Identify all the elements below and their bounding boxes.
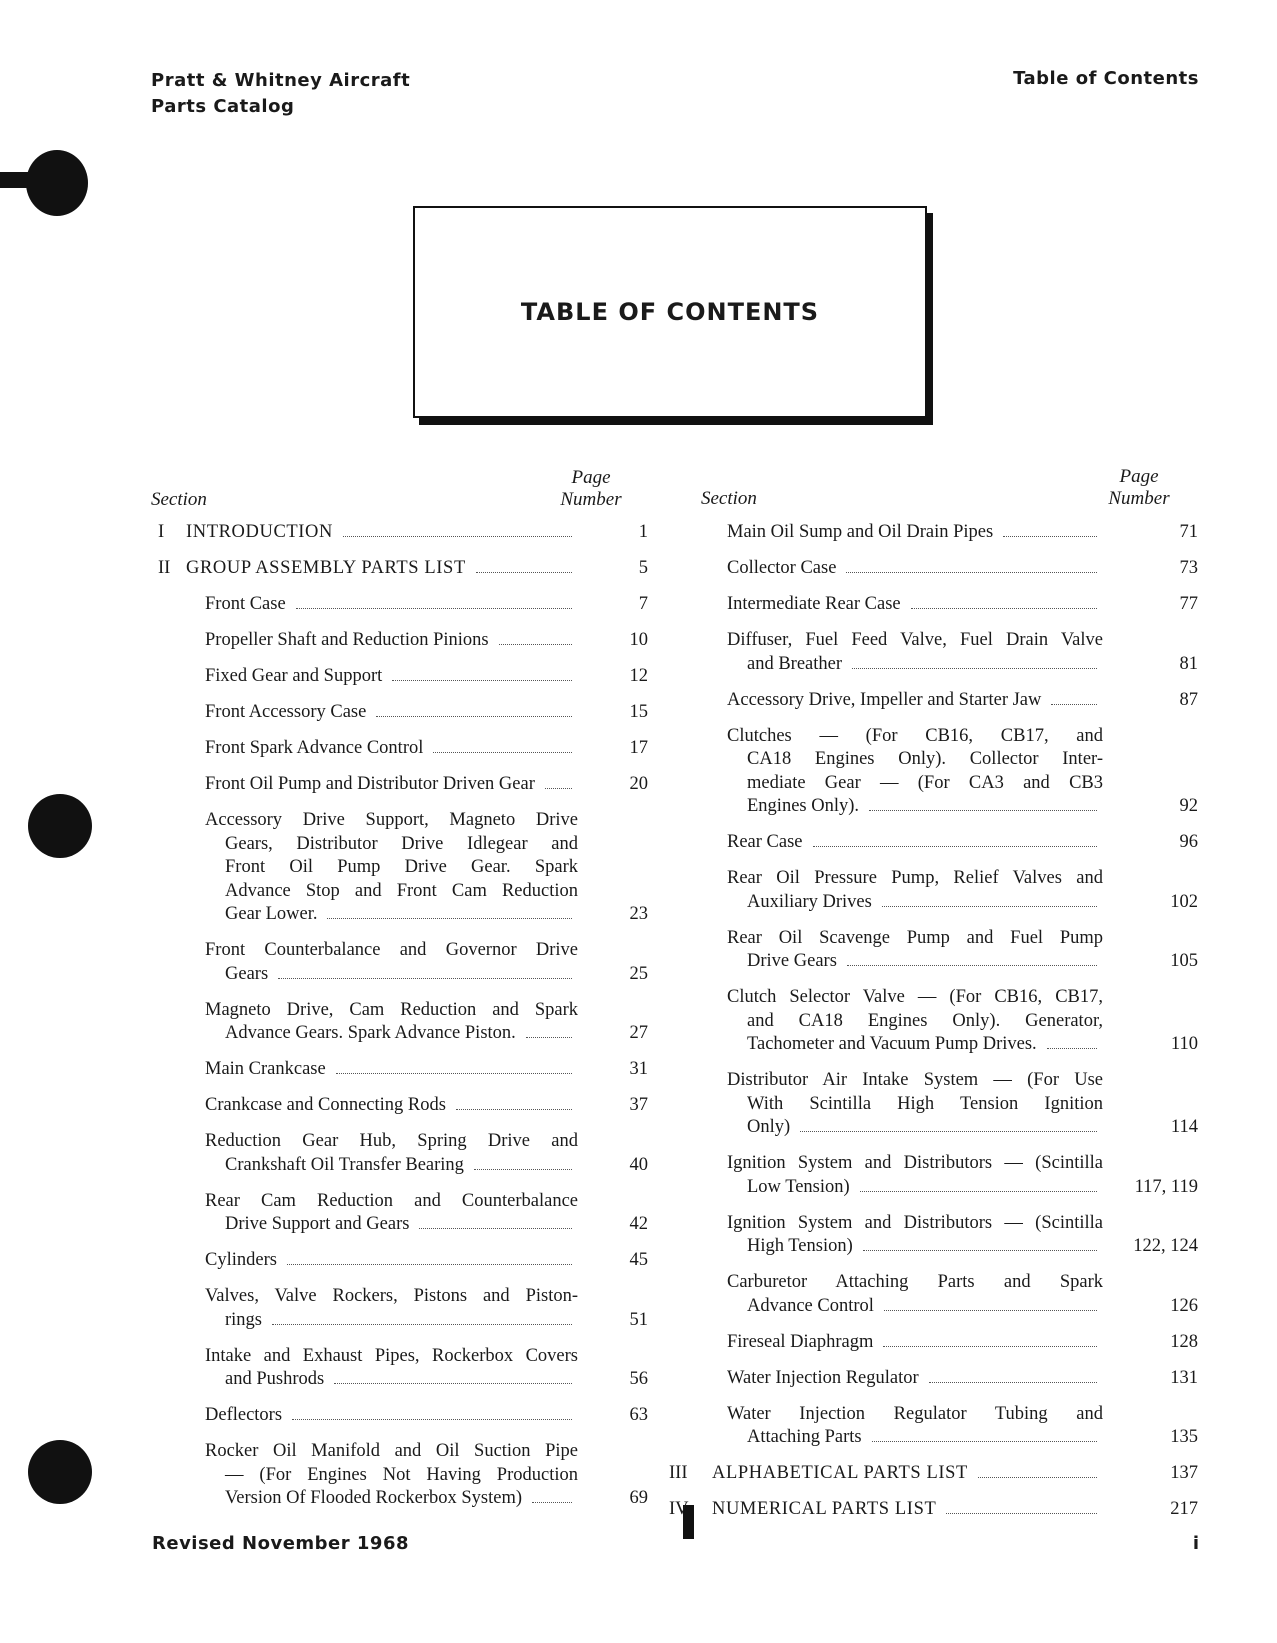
entry-page-number: 73 — [1179, 558, 1198, 578]
entry-title: and Breather — [747, 653, 843, 674]
toc-entry[interactable] — [700, 1152, 1198, 1199]
entry-text-line: Rocker Oil Manifold and Oil Suction Pipe — [205, 1441, 578, 1461]
entry-text-line: Carburetor Attaching Parts and Spark — [727, 1272, 1103, 1292]
entry-page-number: 25 — [629, 963, 648, 984]
entry-title: Gear Lower. — [225, 904, 318, 924]
dot-leader — [869, 810, 1097, 811]
dot-leader — [863, 1250, 1097, 1251]
toc-entry[interactable] — [152, 1094, 648, 1118]
dot-leader — [883, 1346, 1097, 1347]
entry-text-line: CA18 Engines Only). Collector Inter- — [747, 749, 1103, 769]
catalog-name: Parts Catalog — [151, 96, 295, 117]
dot-leader — [272, 1324, 572, 1325]
toc-entry[interactable] — [700, 521, 1198, 545]
entry-text-line: Water Injection Regulator Tubing and — [727, 1403, 1103, 1424]
entry-page-number: 40 — [629, 1154, 648, 1175]
entry-text-line: Clutches — (For CB16, CB17, and — [727, 725, 1103, 746]
toc-entry[interactable] — [152, 773, 648, 797]
toc-left-column — [152, 521, 648, 1523]
dot-leader — [526, 1037, 572, 1038]
toc-entry[interactable] — [152, 665, 648, 689]
entry-text-line: Gears, Distributor Drive Idlegear and — [225, 833, 578, 854]
dot-leader — [476, 572, 572, 573]
entry-title: Water Injection Regulator — [727, 1367, 919, 1388]
toc-entry[interactable] — [152, 1345, 648, 1392]
section-label: Section — [151, 489, 207, 510]
toc-entry[interactable] — [700, 1367, 1198, 1391]
dot-leader — [911, 608, 1097, 609]
binder-hole-middle — [28, 794, 92, 858]
entry-text-line: Clutch Selector Valve — (For CB16, CB17, — [727, 987, 1103, 1007]
dot-leader — [872, 1441, 1097, 1442]
entry-page-number: 7 — [638, 594, 648, 614]
toc-entry[interactable] — [700, 629, 1198, 676]
entry-title: Intermediate Rear Case — [727, 594, 901, 614]
entry-title: Crankshaft Oil Transfer Bearing — [225, 1154, 464, 1175]
toc-entry[interactable] — [700, 689, 1198, 713]
entry-page-number: 135 — [1170, 1427, 1198, 1447]
entry-text-line: Front Oil Pump Drive Gear. Spark — [225, 857, 578, 877]
entry-page-number: 63 — [629, 1405, 648, 1425]
dot-leader — [1051, 704, 1097, 705]
entry-text-line: Advance Stop and Front Cam Reduction — [225, 880, 578, 901]
entry-title: Advance Gears. Spark Advance Piston. — [225, 1023, 516, 1043]
entry-title: GROUP ASSEMBLY PARTS LIST — [186, 558, 466, 578]
entry-text-line: Front Counterbalance and Governor Drive — [205, 940, 578, 960]
entry-page-number: 137 — [1170, 1463, 1198, 1483]
entry-title: and Pushrods — [225, 1369, 325, 1389]
entry-text-line: Distributor Air Intake System — (For Use — [727, 1070, 1103, 1090]
publisher-name: Pratt & Whitney Aircraft — [151, 70, 411, 91]
toc-entry[interactable] — [700, 831, 1198, 855]
entry-text-line: Intake and Exhaust Pipes, Rockerbox Covers — [205, 1345, 578, 1366]
dot-leader — [929, 1382, 1097, 1383]
dot-leader — [392, 680, 572, 681]
toc-entry[interactable] — [152, 1404, 648, 1428]
entry-title: Auxiliary Drives — [747, 891, 872, 912]
entry-title: High Tension) — [747, 1236, 853, 1256]
entry-page-number: 96 — [1179, 832, 1198, 852]
entry-page-number: 77 — [1179, 594, 1198, 614]
dot-leader — [419, 1228, 572, 1229]
entry-title: Engines Only). — [747, 796, 860, 816]
toc-entry[interactable] — [152, 939, 648, 986]
toc-entry[interactable] — [700, 557, 1198, 581]
toc-entry[interactable] — [152, 1130, 648, 1177]
toc-entry[interactable] — [669, 1498, 1198, 1522]
entry-text-line: Rear Oil Scavenge Pump and Fuel Pump — [727, 927, 1103, 948]
dot-leader — [545, 788, 572, 789]
entry-text-line: Reduction Gear Hub, Spring Drive and — [205, 1131, 578, 1151]
dot-leader — [882, 906, 1097, 907]
entry-page-number: 15 — [629, 702, 648, 722]
entry-page-number: 51 — [629, 1309, 648, 1330]
entry-page-number: 81 — [1179, 653, 1198, 674]
toc-entry[interactable] — [700, 927, 1198, 974]
toc-entry[interactable] — [152, 557, 648, 581]
toc-entry[interactable] — [700, 986, 1198, 1057]
entry-title: Low Tension) — [747, 1176, 850, 1197]
number-label: Number — [1108, 488, 1170, 509]
entry-title: Main Oil Sump and Oil Drain Pipes — [727, 522, 994, 542]
binder-hole-bottom — [28, 1440, 92, 1504]
entry-page-number: 17 — [629, 738, 648, 758]
entry-text-line: Valves, Valve Rockers, Pistons and Piston- — [205, 1286, 578, 1306]
entry-page-number: 27 — [629, 1023, 648, 1043]
toc-entry[interactable] — [700, 1069, 1198, 1140]
entry-page-number: 37 — [629, 1095, 648, 1115]
dot-leader — [800, 1131, 1097, 1132]
toc-entry[interactable] — [700, 725, 1198, 819]
entry-text-line: Rear Cam Reduction and Counterbalance — [205, 1190, 578, 1211]
toc-entry[interactable] — [700, 1331, 1198, 1355]
entry-text-line: Accessory Drive Support, Magneto Drive — [205, 810, 578, 830]
dot-leader — [852, 668, 1097, 669]
toc-entry[interactable] — [152, 1249, 648, 1273]
entry-text-line: With Scintilla High Tension Ignition — [747, 1093, 1103, 1114]
toc-entry[interactable] — [700, 1271, 1198, 1318]
toc-entry[interactable] — [152, 521, 648, 545]
entry-page-number: 105 — [1170, 951, 1198, 971]
section-numeral: II — [158, 558, 171, 578]
toc-entry[interactable] — [152, 1440, 648, 1511]
dot-leader — [343, 536, 572, 537]
section-numeral: III — [669, 1463, 688, 1483]
entry-title: Fixed Gear and Support — [205, 666, 383, 686]
dot-leader — [813, 846, 1097, 847]
dot-leader — [1003, 536, 1097, 537]
entry-page-number: 42 — [629, 1214, 648, 1234]
entry-page-number: 131 — [1170, 1367, 1198, 1388]
entry-title: Drive Gears — [747, 951, 837, 971]
entry-title: Deflectors — [205, 1405, 283, 1425]
entry-page-number: 102 — [1170, 891, 1198, 912]
number-label: Number — [560, 489, 622, 510]
entry-page-number: 5 — [638, 558, 648, 578]
dot-leader — [847, 965, 1097, 966]
dot-leader — [474, 1169, 572, 1170]
entry-title: Crankcase and Connecting Rods — [205, 1095, 446, 1115]
toc-entry[interactable] — [700, 1212, 1198, 1259]
entry-page-number: 12 — [629, 666, 648, 686]
toc-entry[interactable] — [152, 1190, 648, 1237]
page-label: Page — [1119, 466, 1159, 487]
entry-page-number: 117, 119 — [1134, 1176, 1198, 1197]
toc-entry[interactable] — [152, 1285, 648, 1332]
entry-page-number: 92 — [1179, 796, 1198, 816]
entry-page-number: 126 — [1170, 1295, 1198, 1316]
entry-text-line: mediate Gear — (For CA3 and CB3 — [747, 772, 1103, 793]
toc-entry[interactable] — [152, 1058, 648, 1082]
dot-leader — [296, 608, 572, 609]
entry-page-number: 56 — [629, 1369, 648, 1389]
section-numeral: IV — [669, 1499, 689, 1519]
dot-leader — [532, 1502, 572, 1503]
dot-leader — [456, 1109, 572, 1110]
dot-leader — [433, 752, 572, 753]
entry-title: Advance Control — [747, 1295, 874, 1316]
entry-title: Tachometer and Vacuum Pump Drives. — [747, 1034, 1037, 1054]
entry-title: NUMERICAL PARTS LIST — [712, 1499, 937, 1519]
entry-title: Version Of Flooded Rockerbox System) — [225, 1488, 522, 1508]
page-title: TABLE OF CONTENTS — [520, 298, 820, 326]
entry-title: Main Crankcase — [205, 1059, 326, 1079]
dot-leader — [334, 1383, 572, 1384]
entry-text-line: — (For Engines Not Having Production — [225, 1464, 578, 1485]
entry-title: Only) — [747, 1117, 791, 1137]
dot-leader — [376, 716, 572, 717]
toc-entry[interactable] — [700, 867, 1198, 914]
entry-page-number: 71 — [1179, 522, 1198, 542]
dot-leader — [327, 918, 572, 919]
page-number: i — [1192, 1533, 1199, 1554]
dot-leader — [287, 1264, 572, 1265]
dot-leader — [946, 1513, 1097, 1514]
entry-page-number: 23 — [629, 904, 648, 924]
entry-title: Front Case — [205, 594, 286, 614]
entry-title: Drive Support and Gears — [225, 1214, 410, 1234]
entry-title: Rear Case — [727, 832, 803, 852]
entry-title: Attaching Parts — [747, 1427, 862, 1447]
toc-entry[interactable] — [152, 737, 648, 761]
dot-leader — [292, 1419, 572, 1420]
toc-entry[interactable] — [152, 593, 648, 617]
entry-text-line: Ignition System and Distributors — (Scintilla — [727, 1153, 1103, 1173]
dot-leader — [978, 1477, 1097, 1478]
entry-text-line: Diffuser, Fuel Feed Valve, Fuel Drain Valve — [727, 630, 1103, 650]
dot-leader — [499, 644, 572, 645]
entry-page-number: 122, 124 — [1133, 1236, 1198, 1256]
entry-page-number: 20 — [629, 774, 648, 794]
binder-hole-top — [26, 150, 88, 216]
dot-leader — [1047, 1048, 1097, 1049]
dot-leader — [278, 978, 572, 979]
entry-title: Propeller Shaft and Reduction Pinions — [205, 630, 489, 650]
dot-leader — [860, 1191, 1097, 1192]
entry-page-number: 87 — [1179, 689, 1198, 710]
running-title: Table of Contents — [1013, 68, 1199, 89]
revision-date: Revised November 1968 — [152, 1533, 410, 1554]
dot-leader — [884, 1310, 1097, 1311]
entry-page-number: 69 — [629, 1488, 648, 1508]
entry-text-line: Rear Oil Pressure Pump, Relief Valves and — [727, 868, 1103, 888]
entry-page-number: 217 — [1170, 1499, 1198, 1519]
entry-title: Collector Case — [727, 558, 837, 578]
toc-entry[interactable] — [152, 629, 648, 653]
entry-title: Front Spark Advance Control — [205, 738, 424, 758]
entry-title: Cylinders — [205, 1250, 277, 1270]
entry-page-number: 1 — [638, 522, 648, 542]
dot-leader — [846, 572, 1097, 573]
toc-entry[interactable] — [700, 1403, 1198, 1450]
page-label: Page — [571, 467, 611, 488]
entry-title: Gears — [225, 963, 269, 984]
entry-title: Accessory Drive, Impeller and Starter Jaw — [727, 689, 1042, 710]
entry-page-number: 45 — [629, 1250, 648, 1270]
entry-title: Front Oil Pump and Distributor Driven Gear — [205, 774, 535, 794]
toc-entry[interactable] — [669, 1462, 1198, 1486]
entry-title: ALPHABETICAL PARTS LIST — [712, 1463, 968, 1483]
entry-page-number: 31 — [629, 1059, 648, 1079]
dot-leader — [336, 1073, 572, 1074]
entry-page-number: 110 — [1170, 1034, 1198, 1054]
entry-title: rings — [225, 1309, 262, 1330]
entry-page-number: 10 — [629, 630, 648, 650]
toc-entry[interactable] — [152, 809, 648, 927]
toc-entry[interactable] — [152, 701, 648, 725]
title-box — [413, 206, 927, 418]
toc-entry[interactable] — [700, 593, 1198, 617]
entry-page-number: 128 — [1170, 1331, 1198, 1352]
toc-right-column — [669, 521, 1198, 1534]
section-numeral: I — [158, 522, 165, 542]
catalog-header — [151, 68, 410, 120]
entry-title: INTRODUCTION — [186, 522, 333, 542]
entry-text-line: Ignition System and Distributors — (Scintilla — [727, 1212, 1103, 1233]
entry-page-number: 114 — [1170, 1117, 1198, 1137]
toc-entry[interactable] — [152, 999, 648, 1046]
entry-title: Front Accessory Case — [205, 702, 367, 722]
entry-text-line: Magneto Drive, Cam Reduction and Spark — [205, 999, 578, 1020]
entry-title: Fireseal Diaphragm — [727, 1331, 874, 1352]
section-label: Section — [701, 488, 757, 509]
entry-text-line: and CA18 Engines Only). Generator, — [747, 1010, 1103, 1031]
